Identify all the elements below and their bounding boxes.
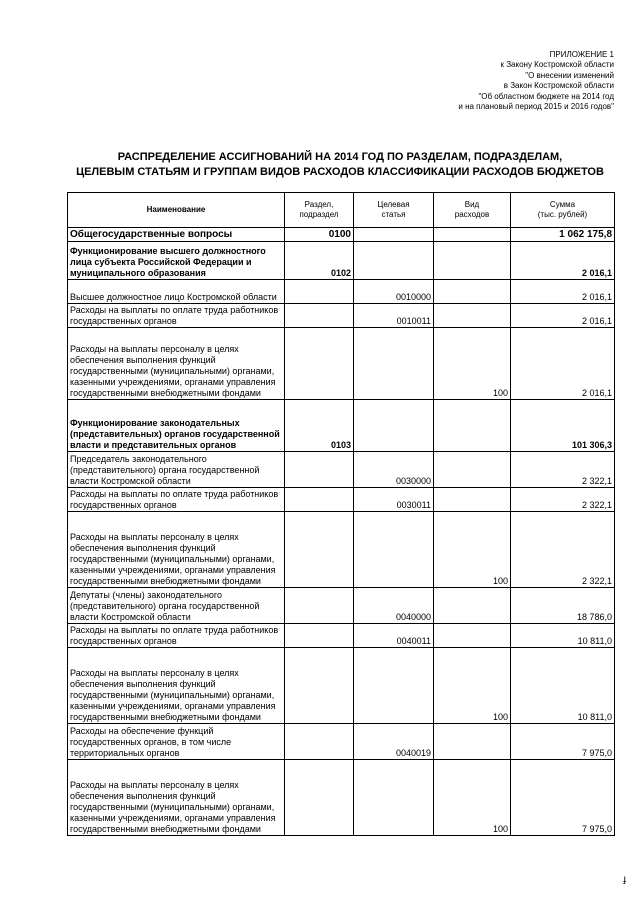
row-target [354,228,434,242]
row-target: 0040019 [354,724,434,760]
row-name: Расходы на выплаты персоналу в целях обеспечения выполнения функций государственными (муниципальными) органами, казенными учреждениями, органами управления государственными внебюджетными фондами [68,328,285,400]
row-sum: 2 016,1 [511,280,615,304]
table-row [68,588,615,624]
table-row [68,648,615,724]
row-sum: 7 975,0 [511,760,615,836]
table-row [68,400,615,452]
row-name: Расходы на обеспечение функций государственных органов, в том числе территориальных органов [68,724,285,760]
row-sum: 1 062 175,8 [511,228,615,242]
row-target [354,512,434,588]
annex-line: "Об областном бюджете на 2014 год [478,91,614,101]
row-sum: 2 016,1 [511,242,615,280]
table-row [68,242,615,280]
row-sum: 2 016,1 [511,304,615,328]
annex-line: "О внесении изменений [525,70,614,80]
row-type [434,588,511,624]
row-section [285,624,354,648]
corner-handwritten-mark: ɟ [623,874,626,885]
row-sum: 2 322,1 [511,488,615,512]
row-type [434,400,511,452]
header-sum: Сумма (тыс. рублей) [511,193,615,228]
row-sum: 2 016,1 [511,328,615,400]
header-type: Вид расходов [434,193,511,228]
annex-block [354,50,614,112]
row-target: 0010011 [354,304,434,328]
row-type: 100 [434,328,511,400]
annex-line: в Закон Костромской области [503,81,614,91]
table-row [68,512,615,588]
row-type [434,280,511,304]
row-sum: 2 322,1 [511,452,615,488]
row-section [285,304,354,328]
table-row [68,724,615,760]
row-sum: 10 811,0 [511,648,615,724]
row-name: Расходы на выплаты по оплате труда работников государственных органов [68,304,285,328]
row-type: 100 [434,648,511,724]
row-sum: 2 322,1 [511,512,615,588]
table-row [68,280,615,304]
row-name: Расходы на выплаты персоналу в целях обеспечения выполнения функций государственными (муниципальными) органами, казенными учреждениями, органами управления государственными внебюджетными фондами [68,648,285,724]
title-line-2: ЦЕЛЕВЫМ СТАТЬЯМ И ГРУППАМ ВИДОВ РАСХОДОВ КЛАССИФИКАЦИИ РАСХОДОВ БЮДЖЕТОВ [76,166,604,178]
row-name: Функционирование высшего должностного лица субъекта Российской Федерации и муниципального образования [68,242,285,280]
row-section [285,588,354,624]
row-sum: 18 786,0 [511,588,615,624]
row-name: Функционирование законодательных (представительных) органов государственной власти и представительных органов [68,400,285,452]
title-line-1: РАСПРЕДЕЛЕНИЕ АССИГНОВАНИЙ НА 2014 ГОД ПО РАЗДЕЛАМ, ПОДРАЗДЕЛАМ, [117,151,563,163]
row-name: Высшее должностное лицо Костромской области [68,280,285,304]
row-type [434,228,511,242]
row-name: Расходы на выплаты по оплате труда работников государственных органов [68,624,285,648]
header-target: Целевая статья [354,193,434,228]
row-section [285,760,354,836]
row-section [285,488,354,512]
row-section [285,648,354,724]
table-row [68,228,615,242]
row-section [285,452,354,488]
row-target: 0010000 [354,280,434,304]
row-target [354,400,434,452]
annex-line: ПРИЛОЖЕНИЕ 1 [549,50,614,59]
row-section: 0100 [285,228,354,242]
row-section: 0103 [285,400,354,452]
row-section [285,280,354,304]
row-target [354,328,434,400]
row-type: 100 [434,760,511,836]
row-name: Председатель законодательного (представительного) органа государственной власти Костромской области [68,452,285,488]
annex-line: и на плановый период 2015 и 2016 годов" [458,102,614,112]
row-type [434,452,511,488]
row-target [354,242,434,280]
row-target: 0040011 [354,624,434,648]
row-section: 0102 [285,242,354,280]
header-name: Наименование [68,193,285,228]
row-name: Расходы на выплаты по оплате труда работников государственных органов [68,488,285,512]
table-row [68,624,615,648]
row-type: 100 [434,512,511,588]
row-sum: 101 306,3 [511,400,615,452]
row-target [354,760,434,836]
table-row [68,760,615,836]
row-name: Депутаты (члены) законодательного (представительного) органа государственной власти Костромской области [68,588,285,624]
row-section [285,512,354,588]
row-type [434,242,511,280]
row-name: Расходы на выплаты персоналу в целях обеспечения выполнения функций государственными (муниципальными) органами, казенными учреждениями, органами управления государственными внебюджетными фондами [68,760,285,836]
row-target: 0040000 [354,588,434,624]
table-row [68,328,615,400]
document-title [60,150,620,180]
header-section: Раздел, подраздел [285,193,354,228]
row-type [434,488,511,512]
row-section [285,328,354,400]
row-sum: 10 811,0 [511,624,615,648]
row-name: Расходы на выплаты персоналу в целях обеспечения выполнения функций государственными (муниципальными) органами, казенными учреждениями, органами управления государственными внебюджетными фондами [68,512,285,588]
annex-line: к Закону Костромской области [500,60,614,70]
row-section [285,724,354,760]
table-row [68,304,615,328]
row-target: 0030011 [354,488,434,512]
row-name: Общегосударственные вопросы [68,228,285,242]
budget-table [67,192,615,836]
row-target [354,648,434,724]
row-type [434,724,511,760]
table-header-row [68,193,615,228]
table-row [68,452,615,488]
row-type [434,624,511,648]
row-sum: 7 975,0 [511,724,615,760]
table-row [68,488,615,512]
row-type [434,304,511,328]
row-target: 0030000 [354,452,434,488]
